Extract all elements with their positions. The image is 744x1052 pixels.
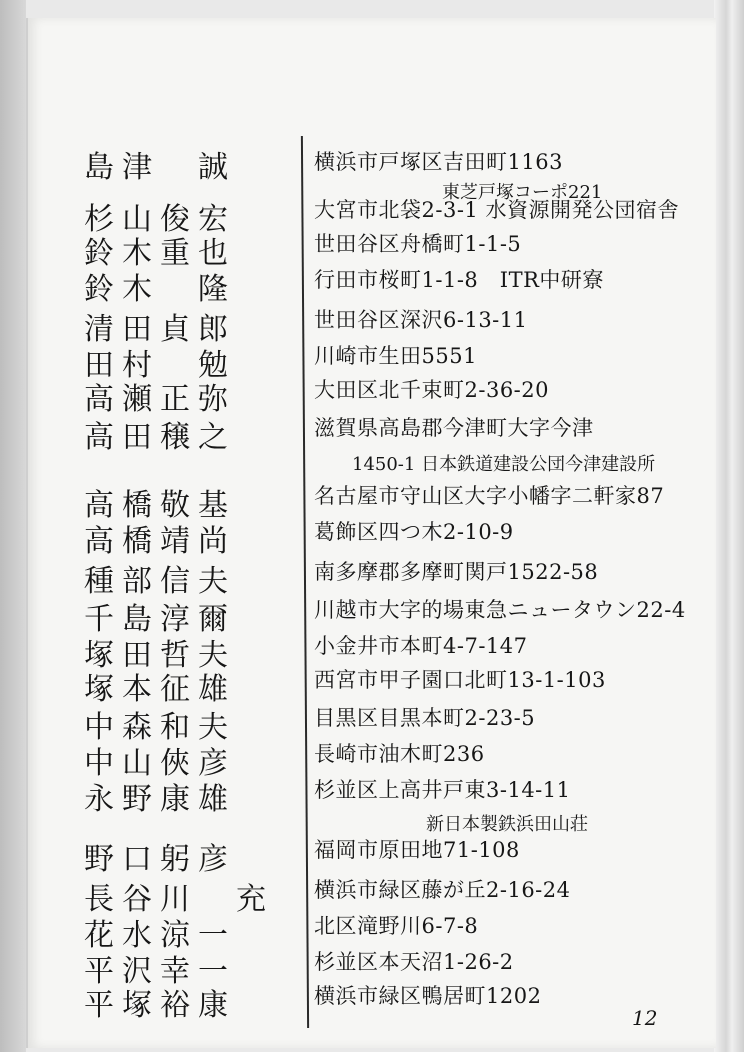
- column-divider: [301, 136, 309, 1028]
- entry-address: 長崎市油木町236: [314, 742, 485, 766]
- entry-address-line2: 新日本製鉄浜田山荘: [426, 814, 588, 835]
- entry-name: 杉山俊宏: [84, 202, 236, 237]
- entry-name: 花水涼一: [84, 918, 236, 953]
- entry-address: 大田区北千束町2-36-20: [314, 378, 549, 402]
- entry-name: 永野康雄: [84, 782, 236, 817]
- entry-address: 南多摩郡多摩町関戸1522-58: [314, 560, 599, 584]
- entry-address: 川越市大字的場東急ニュータウン22-4: [314, 598, 686, 622]
- entry-address: 目黒区目黒本町2-23-5: [314, 706, 536, 730]
- directory-page: [26, 18, 716, 1048]
- entry-address: 世田谷区深沢6-13-11: [314, 308, 528, 332]
- entry-name: 高橋靖尚: [84, 524, 236, 559]
- entry-name: 清田貞郎: [84, 312, 236, 347]
- entry-address: 小金井市本町4-7-147: [314, 634, 528, 658]
- entry-name: 田村 勉: [84, 348, 236, 383]
- entry-address: 葛飾区四つ木2-10-9: [314, 520, 514, 544]
- entry-name: 平塚裕康: [84, 988, 236, 1023]
- entry-name: 野口躬彦: [84, 842, 236, 877]
- entry-name: 中森和夫: [84, 710, 236, 745]
- entry-address: 杉並区上高井戸東3-14-11: [314, 778, 571, 802]
- entry-name: 塚田哲夫: [84, 638, 236, 673]
- entry-address-line2: 1450-1 日本鉄道建設公団今津建設所: [352, 454, 656, 475]
- entry-address: 横浜市戸塚区吉田町1163: [314, 150, 563, 174]
- entry-name: 島津 誠: [84, 150, 236, 185]
- entry-name: 高瀬正弥: [84, 382, 236, 417]
- entry-address: 横浜市緑区藤が丘2-16-24: [314, 878, 571, 902]
- entry-address: 西宮市甲子園口北町13-1-103: [314, 668, 606, 692]
- entry-address: 大宮市北袋2-3-1 水資源開発公団宿舎: [314, 198, 679, 222]
- entry-name: 塚本征雄: [84, 672, 236, 707]
- entry-name: 高橋敬基: [84, 488, 236, 523]
- entry-address: 行田市桜町1-1-8 ITR中研寮: [314, 268, 604, 292]
- entry-name: 平沢幸一: [84, 954, 236, 989]
- entry-address-line2: 東芝戸塚コーポ221: [442, 182, 603, 203]
- entry-address: 横浜市緑区鴨居町1202: [314, 984, 542, 1008]
- entry-address: 川崎市生田5551: [314, 344, 477, 368]
- entry-name: 高田穣之: [84, 420, 236, 455]
- entry-name: 千島淳爾: [84, 602, 236, 637]
- entry-address: 名古屋市守山区大字小幡字二軒家87: [314, 484, 665, 508]
- book-binding-right: [714, 0, 744, 1052]
- page-number: 12: [632, 1006, 658, 1030]
- entry-address: 北区滝野川6-7-8: [314, 914, 479, 938]
- entry-address: 福岡市原田地71-108: [314, 838, 520, 862]
- book-binding-left: [0, 0, 26, 1052]
- entry-address: 滋賀県高島郡今津町大字今津: [314, 416, 594, 440]
- entry-name: 中山俠彦: [84, 746, 236, 781]
- entry-name: 種部信夫: [84, 564, 236, 599]
- entry-name: 鈴木重也: [84, 236, 236, 271]
- entry-address: 世田谷区舟橋町1-1-5: [314, 232, 522, 256]
- entry-name: 鈴木 隆: [84, 272, 236, 307]
- entry-name: 長谷川 充: [84, 882, 274, 917]
- entry-address: 杉並区本天沼1-26-2: [314, 950, 514, 974]
